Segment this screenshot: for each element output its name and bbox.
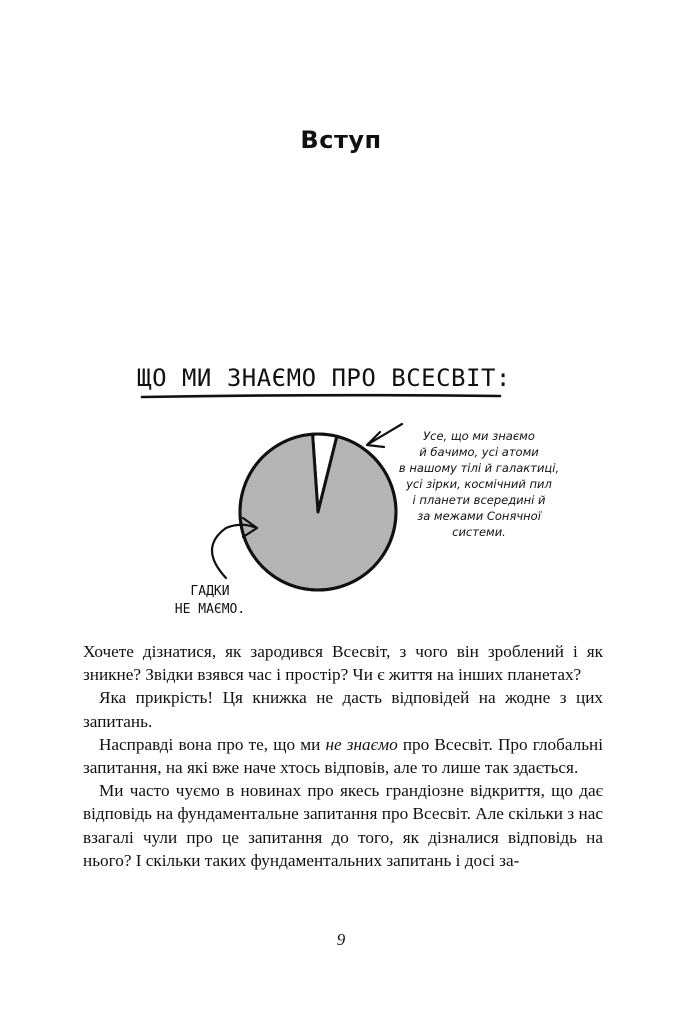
universe-pie-figure	[0, 350, 682, 630]
pie-group	[240, 434, 396, 590]
heading-underline	[142, 395, 500, 397]
known-note-line: усі зірки, космічний пил	[406, 477, 552, 491]
paragraph: Ми часто чуємо в новинах про якесь грандіозне відкриття, що дає відповідь на фундаментальне запитання про Всесвіт. Але скільки з нас взагалі чули про це запитання до того, як дізналися відповідь на нього? І скільки таких фундаментальних запитань і досі за-	[83, 781, 603, 870]
known-arrow	[370, 424, 402, 443]
figure-heading: ЩО МИ ЗНАЄМО ПРО ВСЕСВІТ:	[137, 364, 511, 392]
pie-chart-svg	[0, 350, 682, 630]
paragraph-text: Насправді вона про те, що ми	[99, 734, 326, 754]
known-slice-note	[399, 429, 559, 539]
known-note-line: Усе, що ми знаємо	[423, 429, 535, 443]
emphasis-text: не знаємо	[325, 734, 398, 754]
paragraph: Яка прикрість! Ця книжка не дасть відповідей на жодне з цих запитань.	[83, 688, 603, 731]
known-note-line: системи.	[452, 525, 506, 539]
unknown-label-line: НЕ МАЄМО.	[174, 602, 246, 617]
paragraph	[83, 733, 603, 779]
paragraph: Хочете дізнатися, як зародився Всесвіт, з чого він зроблений і як зникне? Звідки взявся час і простір? Чи є життя на інших планетах?	[83, 642, 603, 685]
known-note-line: за межами Сонячної	[417, 509, 541, 523]
page-number: 9	[336, 930, 346, 949]
known-note-line: в нашому тілі й галактиці,	[398, 461, 560, 475]
chapter-title: Вступ	[300, 126, 382, 154]
known-note-line: й бачимо, усі атоми	[419, 445, 539, 459]
known-note-line: і планети всередині й	[412, 493, 546, 507]
paragraph-text: про Всесвіт. Про глобальні запитання, на які вже наче хтось відповів, але то лише так здається.	[83, 734, 604, 778]
body-text	[83, 640, 603, 872]
unknown-label-line: ГАДКИ	[190, 584, 230, 599]
